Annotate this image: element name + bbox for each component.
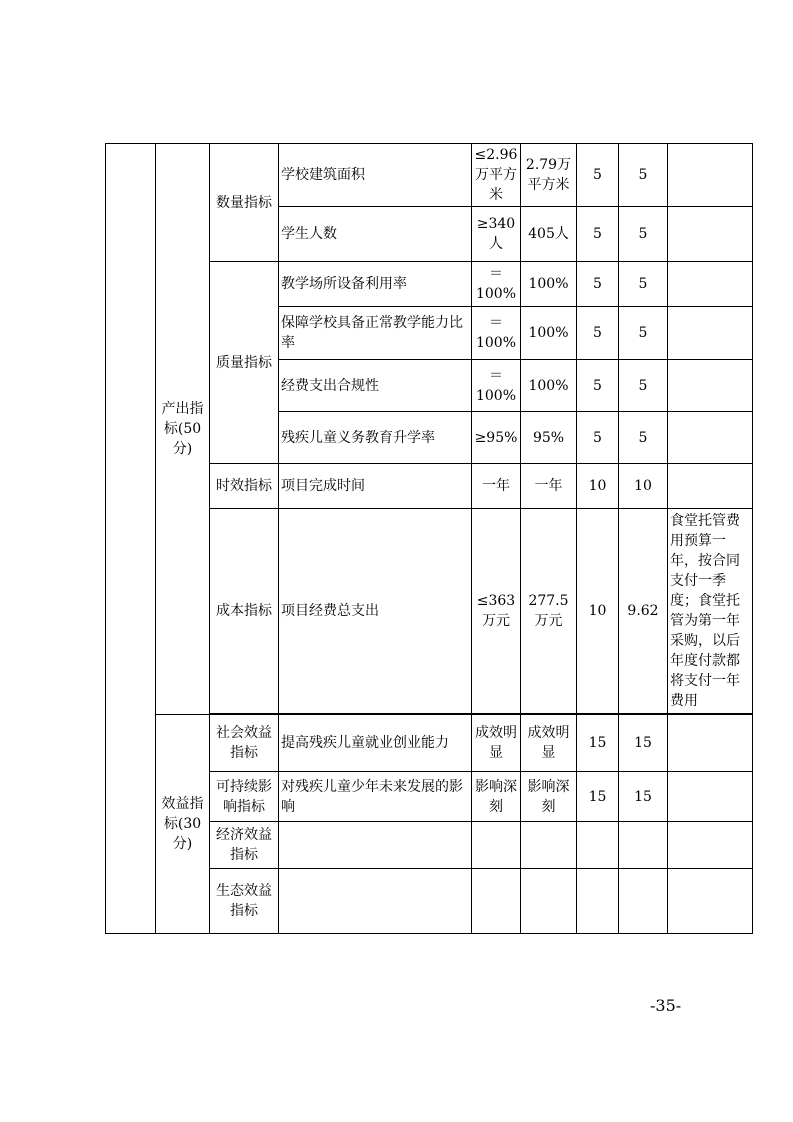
- category-social: 社会效益指标: [210, 715, 279, 772]
- note-cell: [668, 464, 753, 509]
- target-cell: ≥340人: [472, 207, 521, 262]
- empty-cell: [472, 869, 521, 934]
- note-cell: 食堂托管费用预算一年，按合同支付一季度；食堂托管为第一年采购，以后年度付款都将支付一年费用: [668, 509, 753, 714]
- target-cell: ≤2.96万平方米: [472, 144, 521, 207]
- category-cost: 成本指标: [210, 509, 279, 714]
- weight-cell: 5: [577, 144, 619, 207]
- group-benefit: 效益指标(30分): [156, 715, 210, 934]
- actual-cell: 影响深刻: [521, 772, 577, 822]
- note-cell: [668, 772, 753, 822]
- score-cell: 5: [619, 144, 668, 207]
- actual-cell: 277.5万元: [521, 509, 577, 714]
- target-cell: ＝100%: [472, 262, 521, 307]
- target-cell: ≥95%: [472, 412, 521, 464]
- category-quality: 质量指标: [210, 262, 279, 464]
- score-cell: 10: [619, 464, 668, 509]
- score-cell: 9.62: [619, 509, 668, 714]
- item-cell: 项目经费总支出: [279, 509, 472, 714]
- item-cell: 残疾儿童义务教育升学率: [279, 412, 472, 464]
- performance-table: [105, 143, 753, 934]
- actual-cell: 成效明显: [521, 715, 577, 772]
- actual-cell: 100%: [521, 307, 577, 360]
- weight-cell: 5: [577, 360, 619, 412]
- actual-cell: 100%: [521, 360, 577, 412]
- item-cell: 保障学校具备正常教学能力比率: [279, 307, 472, 360]
- category-timeliness: 时效指标: [210, 464, 279, 509]
- page-number: -35-: [650, 996, 682, 1015]
- note-cell: [668, 360, 753, 412]
- item-cell: 对残疾儿童少年未来发展的影响: [279, 772, 472, 822]
- empty-cell: [577, 869, 619, 934]
- score-cell: 5: [619, 360, 668, 412]
- blank-first-column: [106, 144, 156, 934]
- item-cell: 学生人数: [279, 207, 472, 262]
- item-cell: 经费支出合规性: [279, 360, 472, 412]
- group-output: 产出指标(50分): [156, 144, 210, 715]
- actual-cell: 95%: [521, 412, 577, 464]
- target-cell: 影响深刻: [472, 772, 521, 822]
- weight-cell: 5: [577, 412, 619, 464]
- score-cell: 5: [619, 262, 668, 307]
- weight-cell: 10: [577, 464, 619, 509]
- empty-cell: [619, 869, 668, 934]
- score-cell: 5: [619, 207, 668, 262]
- category-economic: 经济效益指标: [210, 822, 279, 869]
- empty-cell: [279, 869, 472, 934]
- empty-cell: [279, 822, 472, 869]
- empty-cell: [619, 822, 668, 869]
- score-cell: 5: [619, 307, 668, 360]
- actual-cell: 2.79万平方米: [521, 144, 577, 207]
- note-cell: [668, 262, 753, 307]
- empty-cell: [668, 822, 753, 869]
- item-cell: 提高残疾儿童就业创业能力: [279, 715, 472, 772]
- empty-cell: [577, 822, 619, 869]
- empty-cell: [521, 822, 577, 869]
- note-cell: [668, 144, 753, 207]
- note-cell: [668, 412, 753, 464]
- actual-cell: 100%: [521, 262, 577, 307]
- target-cell: ＝100%: [472, 307, 521, 360]
- weight-cell: 5: [577, 307, 619, 360]
- category-quantity: 数量指标: [210, 144, 279, 262]
- weight-cell: 10: [577, 509, 619, 714]
- table-row: [106, 144, 753, 207]
- empty-cell: [668, 869, 753, 934]
- empty-cell: [472, 822, 521, 869]
- target-cell: 成效明显: [472, 715, 521, 772]
- item-cell: 学校建筑面积: [279, 144, 472, 207]
- note-cell: [668, 307, 753, 360]
- score-cell: 15: [619, 715, 668, 772]
- item-cell: 教学场所设备利用率: [279, 262, 472, 307]
- target-cell: ≤363万元: [472, 509, 521, 714]
- weight-cell: 5: [577, 262, 619, 307]
- score-cell: 5: [619, 412, 668, 464]
- category-ecology: 生态效益指标: [210, 869, 279, 934]
- weight-cell: 5: [577, 207, 619, 262]
- target-cell: ＝100%: [472, 360, 521, 412]
- weight-cell: 15: [577, 772, 619, 822]
- item-cell: 项目完成时间: [279, 464, 472, 509]
- actual-cell: 一年: [521, 464, 577, 509]
- actual-cell: 405人: [521, 207, 577, 262]
- category-sustain: 可持续影响指标: [210, 772, 279, 822]
- table-row: [106, 715, 753, 772]
- empty-cell: [521, 869, 577, 934]
- note-cell: [668, 715, 753, 772]
- score-cell: 15: [619, 772, 668, 822]
- note-cell: [668, 207, 753, 262]
- weight-cell: 15: [577, 715, 619, 772]
- target-cell: 一年: [472, 464, 521, 509]
